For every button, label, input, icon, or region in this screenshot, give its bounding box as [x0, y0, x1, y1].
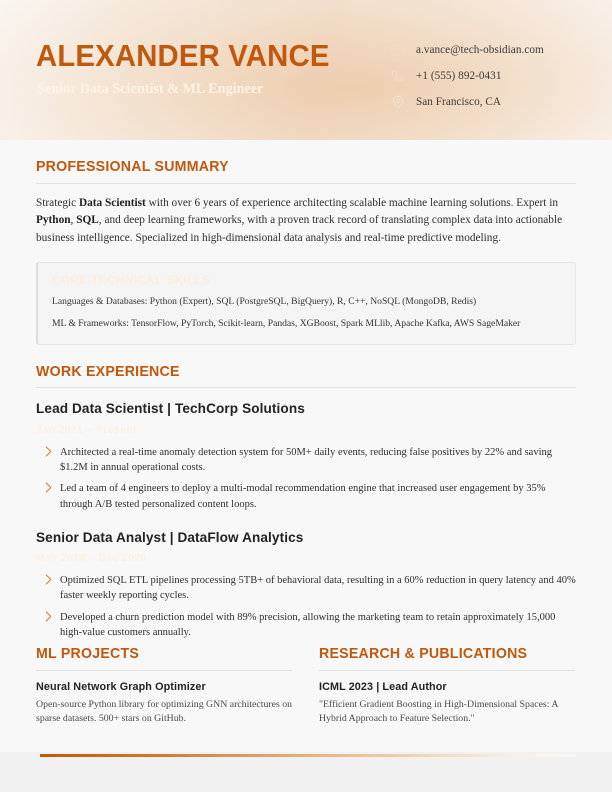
contact-location-text: San Francisco, CA	[416, 96, 502, 108]
summary-bold-2: Python	[36, 214, 71, 227]
contact-phone-text: +1 (555) 892-0431	[416, 70, 502, 82]
publication-title: ICML 2023 | Lead Author	[319, 680, 447, 693]
job-bullets	[36, 573, 576, 640]
section-professional-summary	[36, 160, 576, 345]
project-description: Open-source Python library for optimizing GNN architectures on sparse datasets. 500+ stars on GitHub.	[36, 698, 293, 724]
candidate-name: ALEXANDER VANCE	[36, 39, 330, 73]
contact-email[interactable]	[390, 37, 612, 63]
section-ml-projects	[36, 647, 292, 726]
job-date: Jan 2021 – Present	[36, 423, 137, 436]
bullet-text: Developed a churn prediction model with 89% precision, allowing the marketing team to retain approximately 15,000 high-value customers annually.	[60, 611, 556, 639]
summary-part-3: ,	[70, 214, 77, 227]
summary-bold-3: SQL	[76, 214, 99, 227]
bullet-item	[36, 445, 576, 476]
section-work-experience	[36, 365, 576, 641]
phone-icon	[390, 68, 406, 84]
bottom-columns	[36, 647, 576, 726]
section-title-experience: WORK EXPERIENCE	[36, 363, 180, 380]
bullet-item	[36, 481, 576, 512]
job-title: Lead Data Scientist | TechCorp Solutions	[36, 401, 305, 417]
header-inner	[36, 0, 590, 140]
contact-list	[390, 37, 612, 115]
project-entry	[36, 682, 292, 726]
resume-content	[36, 140, 576, 726]
chevron-right-icon	[36, 445, 60, 457]
divider-projects	[36, 670, 292, 671]
section-title-research: RESEARCH & PUBLICATIONS	[319, 646, 528, 663]
summary-part-4: , and deep learning frameworks, with a proven track record of translating complex data into actionable business intelligence. Specialized in high-dimensional data analysis and real-time predictive modeling.	[36, 214, 563, 245]
bullet-text: Led a team of 4 engineers to deploy a multi-modal recommendation engine that increased user engagement by 35% through A/B tested personalized content loops.	[60, 483, 546, 510]
core-skills-box	[36, 262, 576, 345]
footer-accent-bar	[40, 754, 576, 757]
skill-line: Languages & Databases: Python (Expert), SQL (PostgreSQL, BigQuery), R, C++, NoSQL (MongoDB, Redis)	[52, 296, 477, 308]
bullet-item	[36, 573, 576, 604]
location-pin-icon	[390, 94, 406, 110]
section-title-summary: PROFESSIONAL SUMMARY	[36, 159, 229, 175]
divider-summary	[36, 183, 576, 184]
project-title: Neural Network Graph Optimizer	[36, 680, 206, 693]
contact-email-text: a.vance@tech-obsidian.com	[416, 44, 544, 56]
candidate-title: Senior Data Scientist & ML Engineer	[37, 81, 264, 97]
job-title: Senior Data Analyst | DataFlow Analytics	[36, 529, 304, 545]
summary-part-1: Strategic	[36, 196, 79, 209]
bullet-item	[36, 610, 576, 641]
divider-experience	[36, 387, 576, 388]
resume-header	[0, 0, 612, 140]
divider-research	[319, 670, 575, 671]
summary-part-2: with over 6 years of experience architecting scalable machine learning solutions. Expert in	[145, 196, 559, 209]
chevron-right-icon	[36, 573, 60, 585]
contact-phone[interactable]	[390, 63, 612, 89]
job-entry	[36, 531, 576, 641]
resume-body	[0, 140, 612, 752]
contact-location[interactable]	[390, 89, 612, 115]
chevron-right-icon	[36, 481, 60, 493]
section-research-publications	[319, 647, 575, 726]
skill-line: ML & Frameworks: TensorFlow, PyTorch, Scikit-learn, Pandas, XGBoost, Spark MLlib, Apache Kafka, AWS SageMaker	[52, 317, 521, 329]
publication-entry	[319, 682, 575, 726]
summary-bold-1: Data Scientist	[78, 196, 146, 209]
job-entry	[36, 402, 576, 512]
summary-paragraph	[36, 195, 576, 248]
bullet-text: Optimized SQL ETL pipelines processing 5TB+ of behavioral data, resulting in a 60% reduction in query latency and 40% faster weekly reporting cycles.	[60, 575, 576, 602]
chevron-right-icon	[36, 610, 60, 622]
core-skills-title: CORE TECHNICAL SKILLS	[52, 273, 211, 287]
section-title-projects: ML PROJECTS	[36, 646, 140, 663]
job-bullets	[36, 445, 576, 512]
publication-description: "Efficient Gradient Boosting in High-Dimensional Spaces: A Hybrid Approach to Feature Selection."	[319, 698, 558, 724]
bullet-text: Architected a real-time anomaly detection system for 50M+ daily events, reducing false positives by 22% and saving $1.2M in annual operational costs.	[60, 446, 552, 473]
job-date: May 2018 – Dec 2020	[36, 552, 147, 565]
envelope-icon	[390, 42, 406, 58]
